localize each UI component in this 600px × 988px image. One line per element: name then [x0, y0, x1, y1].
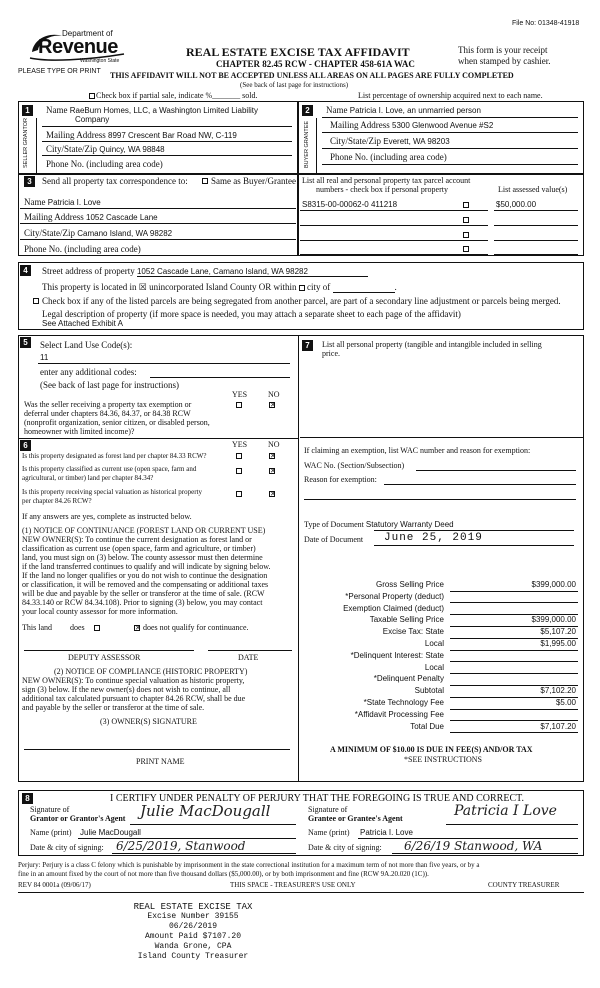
stamp-line: 06/26/2019 [168, 922, 217, 931]
dor-department: Department of [62, 29, 113, 38]
tax-row-value[interactable]: $7,102.20 [540, 686, 576, 696]
segregated-note: Check box if any of the listed parcels are being segregated from another parcel, are part of a secondary line adjustment or parcels being merged. [42, 296, 561, 306]
seller-city-label: City/State/Zip [46, 144, 97, 154]
treasurer-use-only: THIS SPACE - TREASURER'S USE ONLY [230, 881, 356, 889]
historic-2: NEW OWNER(S): To continue special valuation as historic property, [22, 676, 245, 685]
section-3-number: 3 [24, 176, 35, 187]
grantee-sig-of: Signature of [308, 805, 348, 814]
dor-state: Washington State [80, 58, 120, 64]
tax-row-value[interactable]: $1,995.00 [540, 639, 576, 648]
stamp-line: Wanda Grone, CPA [154, 942, 232, 951]
see-instructions-note: *SEE INSTRUCTIONS [404, 755, 483, 764]
same-as-buyer-checkbox[interactable] [202, 178, 208, 184]
grantee-signature[interactable]: Patricia I Love [454, 803, 557, 819]
seller-name-label: Name [46, 105, 68, 115]
exemption-yes-checkbox[interactable] [236, 402, 242, 408]
assessed-header: List assessed value(s) [498, 185, 568, 194]
grantor-signature[interactable]: Julie MacDougall [140, 802, 271, 820]
tax-row-label: *State Technology Fee [363, 698, 444, 707]
buyer-side-label: BUYER GRANTEE [304, 120, 310, 168]
treasurer-stamp [118, 902, 268, 962]
seller-side-label: SELLER GRANTOR [23, 117, 29, 168]
grantor-date-city[interactable]: 6/25/2019, Stanwood [116, 839, 246, 853]
seller-city[interactable]: Quincy, WA 98848 [99, 145, 165, 154]
receipt-note-2: when stamped by cashier. [458, 56, 551, 66]
additional-codes-label: enter any additional codes: [40, 367, 137, 377]
section-6-number: 6 [20, 440, 31, 451]
parcel-header-1: List all real and personal property tax parcel account [302, 176, 471, 185]
tax-row-label: Taxable Selling Price [369, 615, 444, 625]
buyer-name-label: Name [326, 105, 348, 115]
does-not-label: does not qualify for continuance. [143, 623, 249, 632]
tax-row-label: *Delinquent Interest: State [350, 650, 444, 660]
grantor-sig-label: Grantor or Grantor's Agent [30, 814, 126, 823]
assessed-value[interactable]: $50,000.00 [496, 200, 537, 209]
claiming-exemption-label: If claiming an exemption, list WAC number and reason for exemption: [304, 446, 531, 455]
please-type: PLEASE TYPE OR PRINT [18, 68, 101, 75]
seller-mailing-label: Mailing Address [46, 130, 106, 140]
deputy-date-label: DATE [238, 653, 259, 662]
reason-label: Reason for exemption: [304, 475, 377, 484]
street-label: Street address of property [42, 266, 135, 276]
continuance-8: will be due and payable by the seller or transferor at the time of sale. (RCW [22, 589, 265, 598]
grantee-date-city[interactable]: 6/26/19 Stanwood, WA [404, 839, 543, 853]
doc-type-label: Type of Document [304, 520, 364, 529]
grantor-name-label: Name (print) [30, 828, 72, 837]
send-correspondence-label: Send all property tax correspondence to: [42, 176, 188, 186]
located-label: This property is located in [42, 282, 137, 292]
corr-name-label: Name [24, 197, 46, 207]
tax-row-value[interactable]: $399,000.00 [531, 580, 576, 589]
revision-number: REV 84 0001a (09/06/17) [18, 881, 91, 889]
stamp-line: Amount Paid $7107.20 [144, 932, 241, 941]
exemption-question-4: homeowner with limited income)? [24, 427, 135, 436]
exemption-question-1: Was the seller receiving a property tax exemption or [24, 400, 192, 409]
land-use-see-back: (See back of last page for instructions) [40, 380, 179, 390]
corr-mailing-label: Mailing Address [24, 212, 84, 222]
unincorporated-label: unincorporated Island County OR within [149, 282, 297, 292]
street-address[interactable]: 1052 Cascade Lane, Camano Island, WA 98282 [137, 267, 368, 277]
current-use-question-1: Is this property classified as current use (open space, farm and [22, 465, 197, 473]
partial-sale-checkbox[interactable] [89, 93, 95, 99]
s5-no-label: NO [268, 390, 280, 399]
stamp-line: Island County Treasurer [137, 952, 249, 961]
continuance-10: your local county assessor for more information. [22, 607, 178, 616]
not-accepted-warning: THIS AFFIDAVIT WILL NOT BE ACCEPTED UNLESS ALL AREAS ON ALL PAGES ARE FULLY COMPLETED [110, 71, 514, 80]
tax-row-label: *Affidavit Processing Fee [354, 709, 444, 719]
tax-row-label: Total Due [410, 721, 444, 731]
historic-5: and payable by the seller or transferor at the time of sale. [22, 703, 205, 712]
continuance-2: NEW OWNER(S): To continue the current designation as forest land or [22, 535, 252, 544]
continuance-4: land, you must sign on (3) below. The county assessor must then determine [22, 553, 263, 562]
section-5-number: 5 [20, 337, 31, 348]
grantor-sig-of: Signature of [30, 805, 70, 814]
forest-no-checkbox[interactable]: ✕ [270, 452, 276, 460]
continuance-9: 84.33.140 or RCW 84.34.108). Prior to signing (3) below, you may contact [22, 598, 263, 607]
doc-date[interactable]: June 25, 2019 [384, 532, 483, 544]
continuance-5: if the land transferred continues to qualify and will indicate by signing below. [22, 562, 271, 571]
see-back-note: (See back of last page for instructions) [240, 81, 349, 89]
does-label: does [70, 623, 85, 632]
owner-signature-label: (3) OWNER(S) SIGNATURE [100, 717, 197, 726]
current-use-question-2: agricultural, or timber) land per chapter 84.34? [22, 474, 154, 482]
tax-row-label: *Personal Property (deduct) [345, 591, 444, 601]
city-of-label: city of [307, 282, 331, 292]
receipt-note-1: This form is your receipt [458, 45, 548, 55]
grantee-sig-label: Grantee or Grantee's Agent [308, 814, 403, 823]
forest-yes-checkbox[interactable] [236, 453, 242, 459]
tax-row-label: Gross Selling Price [375, 580, 444, 589]
tax-row-value[interactable]: $7,107.20 [540, 721, 576, 731]
grantee-date-label: Date & city of signing: [308, 843, 382, 852]
does-not-qualify-checkbox[interactable]: ✕ [135, 624, 141, 632]
parcel-header-2: numbers - check box if personal property [316, 185, 448, 194]
grantee-name-label: Name (print) [308, 828, 350, 837]
section-2-number: 2 [302, 105, 313, 116]
corr-name[interactable]: Patricia I. Love [47, 198, 101, 207]
exemption-question-2: deferral under chapters 84.36, 84.37, or 84.38 RCW [24, 409, 191, 418]
current-use-yes-checkbox[interactable] [236, 468, 242, 474]
tax-row-value[interactable]: $5.00 [555, 698, 576, 707]
buyer-name[interactable]: Patricia I. Love, an unmarried person [349, 106, 481, 115]
s5-yes-label: YES [232, 390, 248, 399]
continuance-6: If the land no longer qualifies or you do not wish to continue the designation [22, 571, 268, 580]
continuance-1: (1) NOTICE OF CONTINUANCE (FOREST LAND OR CURRENT USE) [22, 526, 266, 535]
exemption-no-checkbox[interactable]: ✕ [270, 401, 276, 409]
section-4-number: 4 [20, 265, 31, 276]
buyer-mailing-label: Mailing Address [330, 120, 390, 130]
buyer-phone-label: Phone No. (including area code) [330, 152, 447, 162]
certify-statement: I CERTIFY UNDER PENALTY OF PERJURY THAT THE FOREGOING IS TRUE AND CORRECT. [110, 793, 524, 804]
section-7-number: 7 [302, 340, 313, 351]
seller-phone-label: Phone No. (including area code) [46, 159, 163, 169]
grantee-name[interactable]: Patricia I. Love [360, 828, 413, 837]
buyer-city-label: City/State/Zip [330, 136, 381, 146]
doc-date-label: Date of Document [304, 535, 364, 544]
grantor-name[interactable]: Julie MacDougall [80, 828, 141, 837]
historic-4: additional tax calculated pursuant to chapter 84.26 RCW, shall be due [22, 694, 246, 703]
ownership-pct-note: List percentage of ownership acquired next to each name. [358, 91, 543, 100]
historical-yes-checkbox[interactable] [236, 491, 242, 497]
city-checkbox[interactable] [299, 285, 305, 291]
county-treasurer-label: COUNTY TREASURER [488, 881, 560, 889]
tax-row-label: *Delinquent Penalty [373, 674, 444, 684]
historic-3: sign (3) below. If the new owner(s) does not wish to continue, all [22, 685, 231, 694]
tax-row-label: Excise Tax: State [382, 627, 444, 637]
dor-revenue-word: Revenue [38, 36, 118, 58]
section-8-number: 8 [22, 793, 33, 804]
corr-city[interactable]: Camano Island, WA 98282 [77, 229, 173, 238]
tax-row-label: Local [424, 639, 444, 648]
this-land-label: This land [22, 623, 52, 632]
legal-desc-label: Legal description of property (if more space is needed, you may attach a separate sheet to each page of the affidavit) [42, 309, 461, 319]
grantor-date-label: Date & city of signing: [30, 843, 104, 852]
tax-row-label: Subtotal [414, 686, 444, 696]
corr-phone-label: Phone No. (including area code) [24, 244, 141, 254]
minimum-due-note: A MINIMUM OF $10.00 IS DUE IN FEE(S) AND/OR TAX [330, 745, 533, 754]
continuance-3: classification as current use (open space, farm and agriculture, or timber) [22, 544, 256, 553]
personal-property-checkbox-2[interactable] [463, 217, 469, 223]
continuance-7: or classification, it will be removed and the compensating or additional taxes [22, 580, 269, 589]
stamp-line: REAL ESTATE EXCISE TAX [133, 902, 253, 912]
form-title: REAL ESTATE EXCISE TAX AFFIDAVIT [186, 45, 410, 59]
historical-question-2: per chapter 84.26 RCW? [22, 497, 92, 505]
forest-land-question: Is this property designated as forest land per chapter 84.33 RCW? [22, 452, 207, 460]
section-1-number: 1 [22, 105, 33, 116]
historic-1: (2) NOTICE OF COMPLIANCE (HISTORIC PROPERTY) [54, 667, 248, 676]
seller-name-line2[interactable]: Company [75, 115, 110, 124]
buyer-city[interactable]: Everett, WA 98203 [383, 137, 450, 146]
exemption-question-3: (nonprofit organization, senior citizen, or disabled person, [24, 418, 210, 427]
city-of-field[interactable] [333, 283, 395, 293]
if-yes-note: If any answers are yes, complete as instructed below. [22, 512, 192, 521]
personal-property-checkbox-3[interactable] [463, 232, 469, 238]
partial-sale-note: Check box if partial sale, indicate %_______ sold. [96, 91, 258, 100]
land-use-label: Select Land Use Code(s): [40, 340, 133, 350]
personal-property-checkbox-1[interactable] [463, 202, 469, 208]
personal-property-label-2: price. [322, 349, 340, 358]
perjury-note-1: Perjury: Perjury is a class C felony which is punishable by imprisonment in the state correctional institution for a maximum term of not more than five years, or by a [18, 861, 480, 869]
seller-mailing[interactable]: 8997 Crescent Bar Road NW, C-119 [108, 131, 237, 140]
wac-label: WAC No. (Section/Subsection) [304, 461, 405, 470]
s6-yes-label: YES [232, 440, 248, 449]
personal-property-label-1: List all personal property (tangible and intangible included in selling [322, 340, 542, 349]
deputy-assessor-label: DEPUTY ASSESSOR [68, 653, 141, 662]
form-subtitle: CHAPTER 82.45 RCW - CHAPTER 458-61A WAC [216, 59, 415, 69]
does-qualify-checkbox[interactable] [94, 625, 100, 631]
personal-property-checkbox-4[interactable] [463, 246, 469, 252]
doc-type[interactable]: Statutory Warranty Deed [365, 520, 454, 529]
corr-city-label: City/State/Zip [24, 228, 75, 238]
buyer-mailing[interactable]: 5300 Glenwood Avenue #S2 [392, 121, 494, 130]
tax-row-label: Local [424, 662, 444, 672]
same-as-buyer-label: Same as Buyer/Grantee [211, 176, 296, 186]
historical-no-checkbox[interactable]: ✕ [270, 490, 276, 498]
corr-mailing[interactable]: 1052 Cascade Lane [86, 213, 158, 222]
dor-logo [28, 28, 128, 66]
legal-description[interactable]: See Attached Exhibit A [42, 319, 123, 328]
seller-name[interactable]: RaeBurn Homes, LLC, a Washington Limited Liability [69, 106, 258, 115]
tax-row-value[interactable]: $5,107.20 [540, 627, 576, 637]
stamp-line: Excise Number 39155 [147, 912, 239, 921]
tax-row-label: Exemption Claimed (deduct) [343, 603, 444, 613]
segregated-checkbox[interactable] [33, 298, 39, 304]
print-name-label: PRINT NAME [136, 757, 185, 766]
parcel-number[interactable]: S8315-00-00062-0 411218 [302, 200, 398, 209]
current-use-no-checkbox[interactable]: ✕ [270, 467, 276, 475]
unincorporated-checkbox[interactable]: ☒ [138, 282, 147, 292]
land-use-code[interactable]: 11 [40, 353, 49, 362]
tax-row-value[interactable]: $399,000.00 [531, 615, 576, 625]
historical-question-1: Is this property receiving special valuation as historical property [22, 488, 203, 496]
file-number: File No: 01348-41918 [512, 20, 580, 27]
s6-no-label: NO [268, 440, 280, 449]
perjury-note-2: fine in an amount fixed by the court of not more than five thousand dollars ($5,000.00), or by both imprisonment and fine (RCW 9A.20.020 (1C)). [18, 870, 429, 878]
